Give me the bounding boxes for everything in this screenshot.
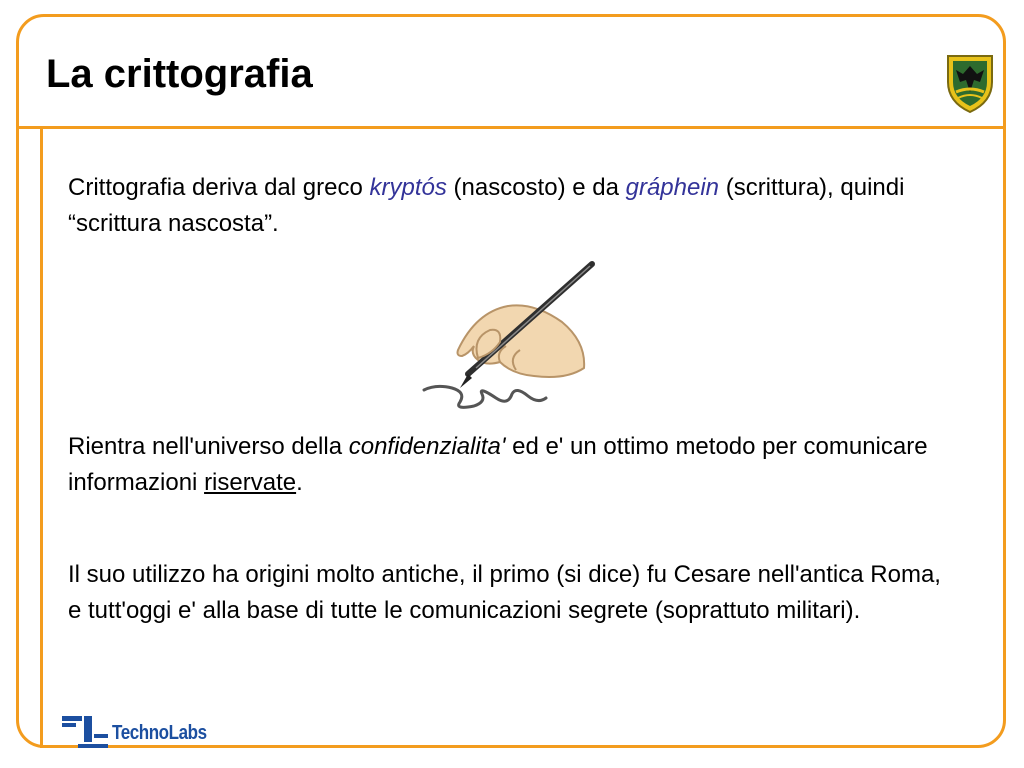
technolabs-mark-icon <box>60 714 110 748</box>
p1-text-2: (nascosto) e da <box>446 174 626 201</box>
p1-text-3: (scrittura), quindi “scrittura nascosta”. <box>68 174 905 237</box>
slide-title: La crittografia <box>46 52 313 96</box>
p2-text-3: . <box>296 469 303 496</box>
hand-writing-pen-icon <box>416 258 596 418</box>
logo-labs: Labs <box>168 722 207 744</box>
logo-techno: Techno <box>112 722 169 744</box>
coat-of-arms-icon <box>944 52 996 114</box>
p2-text-2: ed e' un ottimo metodo per comunicare informazioni <box>68 433 928 496</box>
term-riservate: riservate <box>204 469 297 496</box>
p3-text: Il suo utilizzo ha origini molto antiche, il primo (si dice) fu Cesare nell'antica Roma, e tutt'oggi e' alla base di tutte le comunicazioni segrete (soprattuto militari). <box>68 561 941 624</box>
technolabs-wordmark <box>112 722 207 745</box>
term-graphein: gráphein <box>625 174 720 201</box>
term-confidenzialita: confidenzialita' <box>348 433 506 460</box>
left-divider <box>40 126 43 748</box>
paragraph-confidentiality <box>68 429 948 501</box>
p2-text-1: Rientra nell'universo della <box>68 433 349 460</box>
term-kryptos: kryptós <box>369 174 447 201</box>
title-divider <box>16 126 1006 129</box>
p1-text-1: Crittografia deriva dal greco <box>68 174 370 201</box>
technolabs-logo <box>60 712 230 748</box>
paragraph-etymology <box>68 170 948 242</box>
paragraph-history <box>68 557 948 629</box>
